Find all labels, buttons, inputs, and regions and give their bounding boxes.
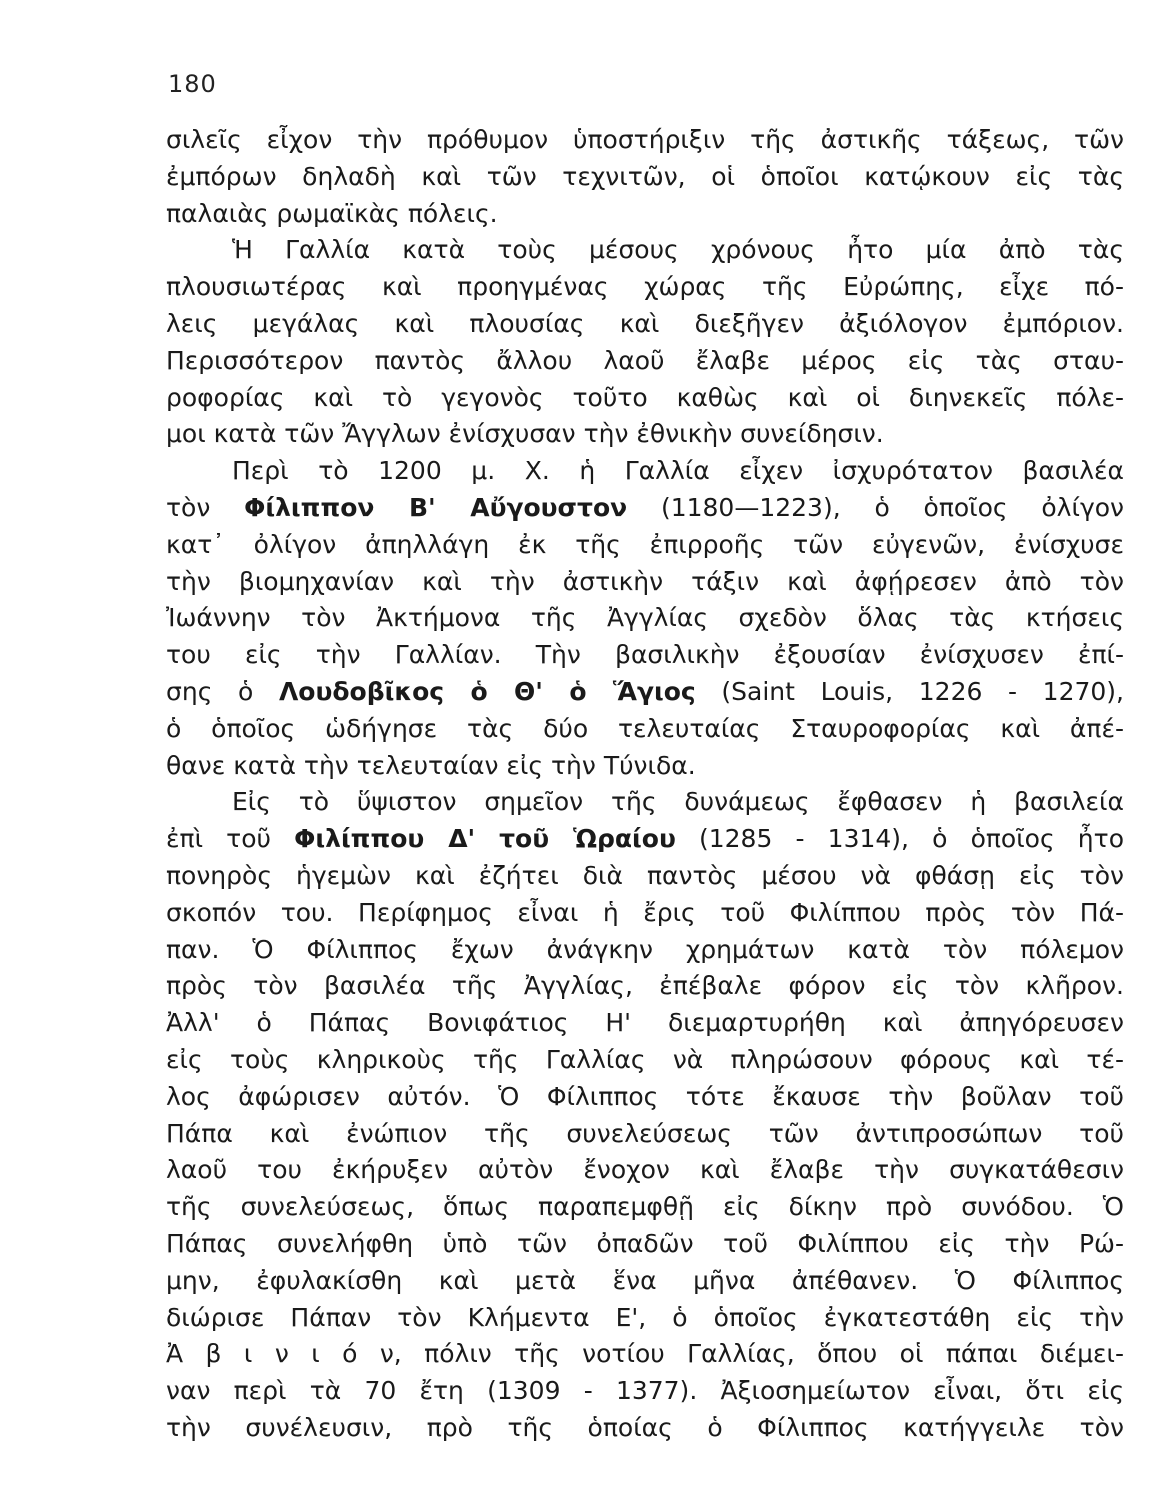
text-line: του εἰς τὴν Γαλλίαν. Τὴν βασιλικὴν ἐξουσίαν ἐνίσχυσεν ἐπί- [166,640,1124,670]
text-line: ἐμπόρων δηλαδὴ καὶ τῶν τεχνιτῶν, οἱ ὁποῖοι κατῴκουν εἰς τὰς [166,161,1124,191]
text-line [166,490,1124,527]
text-line: πρὸς τὸν βασιλέα τῆς Ἀγγλίας, ἐπέβαλε φόρον εἰς τὸν κλῆρον. [166,971,1124,1001]
text-segment: (1180—1223), ὁ ὁποῖος ὀλίγον [627,492,1124,522]
text-line: ὁ ὁποῖος ὡδήγησε τὰς δύο τελευταίας Σταυροφορίας καὶ ἀπέ- [166,713,1124,743]
text-line: σκοπόν του. Περίφημος εἶναι ἡ ἔρις τοῦ Φιλίππου πρὸς τὸν Πά- [166,897,1124,927]
text-line: τῆς συνελεύσεως, ὅπως παραπεμφθῇ εἰς δίκην πρὸ συνόδου. Ὁ [166,1192,1124,1222]
text-line: Πάπας συνελήφθη ὑπὸ τῶν ὀπαδῶν τοῦ Φιλίππου εἰς τὴν Ρώ- [166,1228,1124,1258]
text-line: ναν περὶ τὰ 70 ἔτη (1309 - 1377). Ἀξιοσημείωτον εἶναι, ὅτι εἰς [166,1376,1124,1406]
text-line: λαοῦ του ἐκήρυξεν αὐτὸν ἔνοχον καὶ ἔλαβε τὴν συγκατάθεσιν [166,1155,1124,1185]
text-line: λεις μεγάλας καὶ πλουσίας καὶ διεξῆγεν ἀξιόλογον ἐμπόριον. [166,308,1124,338]
text-segment: (Saint Louis, 1226 - 1270), [695,676,1124,706]
text-line: πονηρὸς ἡγεμὼν καὶ ἐζήτει διὰ παντὸς μέσου νὰ φθάσῃ εἰς τὸν [166,860,1124,890]
text-line: Ἰωάννην τὸν Ἀκτήμονα τῆς Ἀγγλίας σχεδὸν ὅλας τὰς κτήσεις [166,603,1124,633]
text-line: Περὶ τὸ 1200 μ. Χ. ἡ Γαλλία εἶχεν ἰσχυρότατον βασιλέα [232,456,1124,486]
bold-name: Φιλίππου Δ' τοῦ Ὡραίου [294,824,676,854]
text-segment: τὸν [166,492,245,522]
text-line: Ἀ β ι ν ι ό ν, πόλιν τῆς νοτίου Γαλλίας, ὅπου οἱ πάπαι διέμει- [166,1339,1124,1369]
text-line: εἰς τοὺς κληρικοὺς τῆς Γαλλίας νὰ πληρώσουν φόρους καὶ τέ- [166,1044,1124,1074]
text-line [166,821,1124,858]
bold-name: Λουδοβῖκος ὁ Θ' ὁ Ἅγιος [278,676,696,706]
text-line: τὴν βιομηχανίαν καὶ τὴν ἀστικὴν τάξιν καὶ ἀφῄρεσεν ἀπὸ τὸν [166,566,1124,596]
text-segment: ἐπὶ τοῦ [166,824,295,854]
text-line: πλουσιωτέρας καὶ προηγμένας χώρας τῆς Εὐρώπης, εἶχε πό- [166,272,1124,302]
bold-name: Φίλιππον Β' Αὔγουστον [244,492,628,522]
text-line: Περισσότερον παντὸς ἄλλου λαοῦ ἔλαβε μέρος εἰς τὰς σταυ- [166,345,1124,375]
text-line: Ἡ Γαλλία κατὰ τοὺς μέσους χρόνους ἦτο μία ἀπὸ τὰς [232,235,1124,265]
text-line: Εἰς τὸ ὕψιστον σημεῖον τῆς δυνάμεως ἔφθασεν ἡ βασιλεία [232,787,1124,817]
text-line: διώρισε Πάπαν τὸν Κλήμεντα Ε', ὁ ὁποῖος ἐγκατεστάθη εἰς τὴν [166,1302,1124,1332]
text-line: παν. Ὁ Φίλιππος ἔχων ἀνάγκην χρημάτων κατὰ τὸν πόλεμον [166,934,1124,964]
text-line: ροφορίας καὶ τὸ γεγονὸς τοῦτο καθὼς καὶ οἱ διηνεκεῖς πόλε- [166,382,1124,412]
text-line: σιλεῖς εἶχον τὴν πρόθυμον ὑποστήριξιν τῆς ἀστικῆς τάξεως, τῶν [166,125,1124,154]
text-segment: σης ὁ [166,676,279,706]
text-line: παλαιὰς ρωμαϊκὰς πόλεις. [166,198,498,228]
text-line: τὴν συνέλευσιν, πρὸ τῆς ὁποίας ὁ Φίλιππος κατήγγειλε τὸν [166,1412,1124,1442]
text-line: κατ᾽ ὀλίγον ἀπηλλάγη ἐκ τῆς ἐπιρροῆς τῶν εὐγενῶν, ἐνίσχυσε [166,529,1124,559]
body-text [166,122,1124,1447]
text-line [166,674,1124,711]
text-segment: (1285 - 1314), ὁ ὁποῖος ἦτο [675,824,1124,854]
text-line: λος ἀφώρισεν αὐτόν. Ὁ Φίλιππος τότε ἔκαυσε τὴν βοῦλαν τοῦ [166,1081,1124,1111]
text-line: μην, ἐφυλακίσθη καὶ μετὰ ἕνα μῆνα ἀπέθανεν. Ὁ Φίλιππος [166,1265,1124,1295]
page-number: 180 [168,70,217,98]
text-line: Ἀλλ' ὁ Πάπας Βονιφάτιος Η' διεμαρτυρήθη καὶ ἀπηγόρευσεν [166,1008,1124,1038]
text-line: μοι κατὰ τῶν Ἄγγλων ἐνίσχυσαν τὴν ἐθνικὴν συνείδησιν. [166,419,884,449]
text-line: Πάπα καὶ ἐνώπιον τῆς συνελεύσεως τῶν ἀντιπροσώπων τοῦ [166,1118,1124,1148]
text-line: θανε κατὰ τὴν τελευταίαν εἰς τὴν Τύνιδα. [166,750,696,780]
